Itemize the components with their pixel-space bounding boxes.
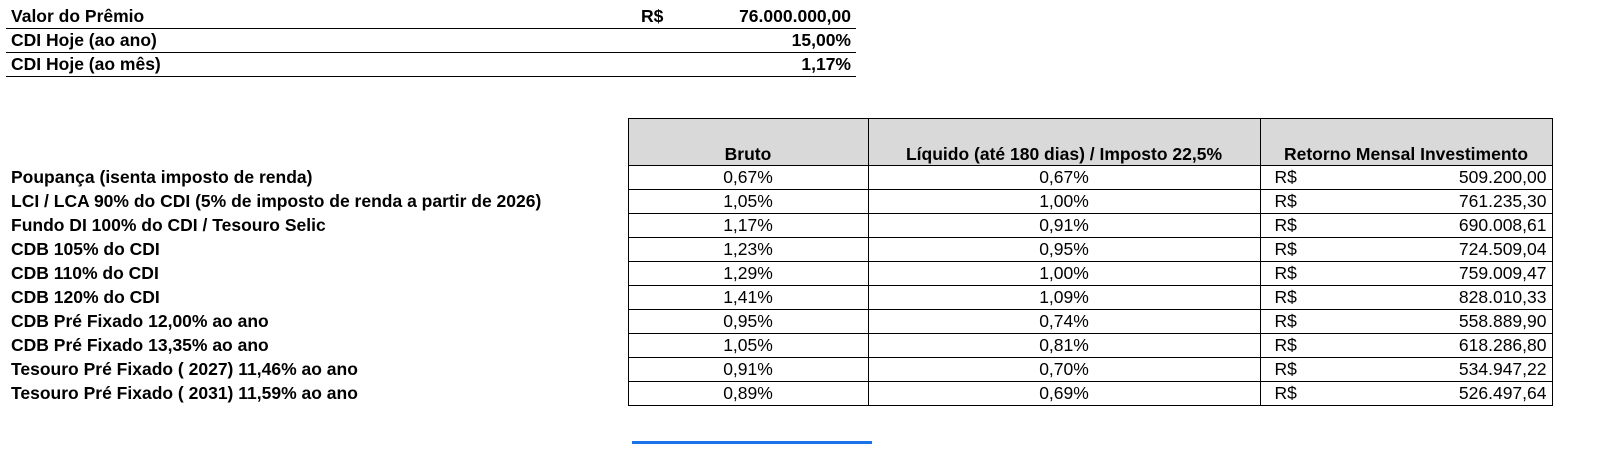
summary-table (6, 5, 856, 77)
liquido-cell[interactable]: 0,70% (868, 358, 1260, 382)
investment-name-cell[interactable]: Fundo DI 100% do CDI / Tesouro Selic (11, 215, 326, 235)
liquido-cell[interactable]: 0,95% (868, 238, 1260, 262)
table-row (6, 310, 1552, 334)
retorno-cell[interactable]: 828.010,33 (1352, 286, 1552, 310)
retorno-cell[interactable]: 534.947,22 (1352, 358, 1552, 382)
retorno-cell[interactable]: 558.889,90 (1352, 310, 1552, 334)
summary-currency[interactable]: R$ (636, 5, 696, 29)
liquido-cell[interactable]: 0,74% (868, 310, 1260, 334)
investment-name-cell[interactable]: CDB 105% do CDI (11, 239, 160, 259)
liquido-cell[interactable]: 0,81% (868, 334, 1260, 358)
summary-row (6, 53, 856, 77)
summary-value[interactable]: 1,17% (696, 53, 856, 77)
investment-name-cell[interactable]: CDB Pré Fixado 12,00% ao ano (11, 311, 269, 331)
summary-label[interactable]: CDI Hoje (ao ano) (6, 29, 636, 53)
header-bruto[interactable]: Bruto (628, 119, 868, 166)
summary-currency[interactable] (636, 53, 696, 77)
retorno-cell[interactable]: 724.509,04 (1352, 238, 1552, 262)
currency-cell[interactable]: R$ (1260, 238, 1352, 262)
investment-name-cell[interactable]: CDB 110% do CDI (11, 263, 159, 283)
currency-cell[interactable]: R$ (1260, 166, 1352, 190)
bruto-cell[interactable]: 0,89% (628, 382, 868, 406)
header-liquido[interactable]: Líquido (até 180 dias) / Imposto 22,5% (868, 119, 1260, 166)
currency-cell[interactable]: R$ (1260, 358, 1352, 382)
currency-cell[interactable]: R$ (1260, 190, 1352, 214)
currency-cell[interactable]: R$ (1260, 334, 1352, 358)
liquido-cell[interactable]: 0,91% (868, 214, 1260, 238)
bruto-cell[interactable]: 1,29% (628, 262, 868, 286)
currency-cell[interactable]: R$ (1260, 382, 1352, 406)
summary-currency[interactable] (636, 29, 696, 53)
table-row (6, 190, 1552, 214)
liquido-cell[interactable]: 1,00% (868, 190, 1260, 214)
table-row (6, 334, 1552, 358)
currency-cell[interactable]: R$ (1260, 286, 1352, 310)
summary-row (6, 5, 856, 29)
summary-value[interactable]: 76.000.000,00 (696, 5, 856, 29)
investment-name-cell[interactable]: Tesouro Pré Fixado ( 2031) 11,59% ao ano (11, 383, 358, 403)
retorno-cell[interactable]: 526.497,64 (1352, 382, 1552, 406)
liquido-cell[interactable]: 0,67% (868, 166, 1260, 190)
retorno-cell[interactable]: 690.008,61 (1352, 214, 1552, 238)
investment-name-cell[interactable]: Poupança (isenta imposto de renda) (11, 167, 313, 187)
investment-name-cell[interactable]: LCI / LCA 90% do CDI (5% de imposto de renda a partir de 2026) (11, 191, 542, 211)
currency-cell[interactable]: R$ (1260, 310, 1352, 334)
summary-value[interactable]: 15,00% (696, 29, 856, 53)
bruto-cell[interactable]: 1,05% (628, 190, 868, 214)
header-blank-cell[interactable] (6, 119, 628, 166)
summary-row (6, 29, 856, 53)
summary-label[interactable]: CDI Hoje (ao mês) (6, 53, 636, 77)
currency-cell[interactable]: R$ (1260, 214, 1352, 238)
retorno-cell[interactable]: 618.286,80 (1352, 334, 1552, 358)
table-row (6, 238, 1552, 262)
investment-name-cell[interactable]: Tesouro Pré Fixado ( 2027) 11,46% ao ano (11, 359, 358, 379)
bruto-cell[interactable]: 0,91% (628, 358, 868, 382)
bruto-cell[interactable]: 0,67% (628, 166, 868, 190)
currency-cell[interactable]: R$ (1260, 262, 1352, 286)
cell-selection-indicator (632, 441, 872, 444)
bruto-cell[interactable]: 1,05% (628, 334, 868, 358)
summary-label[interactable]: Valor do Prêmio (6, 5, 636, 29)
liquido-cell[interactable]: 1,00% (868, 262, 1260, 286)
retorno-cell[interactable]: 759.009,47 (1352, 262, 1552, 286)
header-retorno[interactable]: Retorno Mensal Investimento (1260, 119, 1552, 166)
table-row (6, 166, 1552, 190)
bruto-cell[interactable]: 0,95% (628, 310, 868, 334)
bruto-cell[interactable]: 1,17% (628, 214, 868, 238)
retorno-cell[interactable]: 509.200,00 (1352, 166, 1552, 190)
bruto-cell[interactable]: 1,23% (628, 238, 868, 262)
table-row (6, 214, 1552, 238)
table-row (6, 358, 1552, 382)
bruto-cell[interactable]: 1,41% (628, 286, 868, 310)
investment-name-cell[interactable]: CDB Pré Fixado 13,35% ao ano (11, 335, 269, 355)
table-row (6, 382, 1552, 406)
liquido-cell[interactable]: 1,09% (868, 286, 1260, 310)
investment-name-cell[interactable]: CDB 120% do CDI (11, 287, 160, 307)
table-row (6, 262, 1552, 286)
liquido-cell[interactable]: 0,69% (868, 382, 1260, 406)
retorno-cell[interactable]: 761.235,30 (1352, 190, 1552, 214)
table-row (6, 286, 1552, 310)
investment-table (6, 118, 1553, 406)
header-row (6, 119, 1552, 166)
